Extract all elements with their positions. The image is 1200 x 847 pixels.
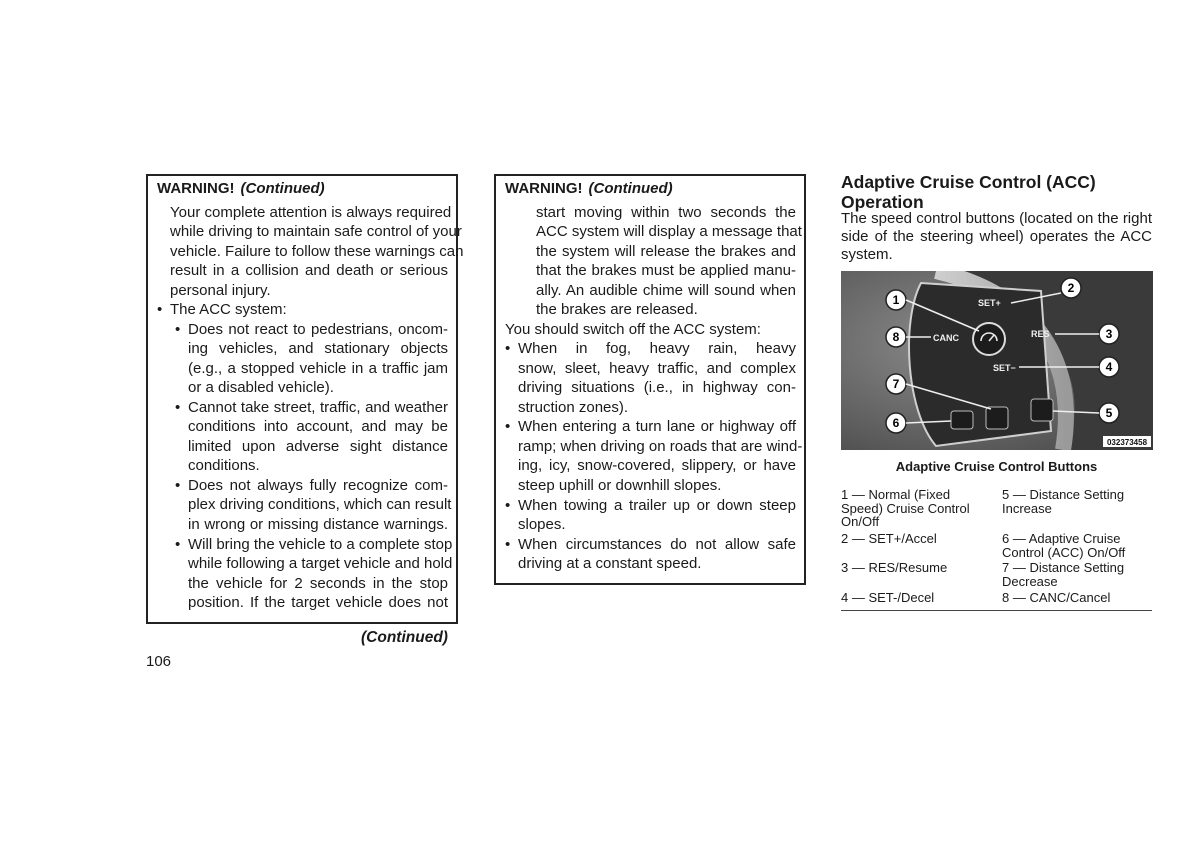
text-line: in wrong or missing distance warnings. bbox=[188, 516, 448, 533]
svg-text:2: 2 bbox=[1067, 281, 1075, 295]
text-line: driving at a constant speed. bbox=[518, 555, 702, 572]
text-line: limited upon adverse sight distance bbox=[188, 438, 448, 455]
figure-code: 032373458 bbox=[1106, 438, 1148, 447]
warning-label: WARNING! bbox=[157, 180, 235, 197]
text-line: or a disabled vehicle). bbox=[188, 379, 334, 396]
canc-label: CANC bbox=[933, 333, 959, 343]
text-line: ing vehicles, and stationary objects bbox=[188, 340, 448, 357]
continued-label: (Continued) bbox=[361, 629, 448, 646]
text-line: conditions. bbox=[188, 457, 260, 474]
legend-item-1: 1 — Normal (Fixed Speed) Cruise Control On/Off bbox=[841, 487, 970, 529]
text-line: the system will release the brakes and bbox=[536, 243, 796, 260]
text-line: start moving within two seconds the bbox=[536, 204, 796, 221]
text-line: struction zones). bbox=[518, 399, 629, 416]
legend-item-5: 5 — Distance Setting Increase bbox=[1002, 487, 1125, 516]
bullet-item: • Does not always fully recognize com- bbox=[188, 476, 448, 496]
svg-text:8: 8 bbox=[892, 330, 900, 344]
text-line: ramp; when driving on roads that are wind- bbox=[518, 438, 803, 455]
text-line: ing, icy, snow-covered, slippery, or have bbox=[518, 457, 796, 474]
text-line: that the brakes must be applied manu- bbox=[536, 262, 796, 279]
bullet-item: • When in fog, heavy rain, heavy bbox=[518, 339, 796, 359]
text-line: snow, sleet, heavy traffic, and complex bbox=[518, 360, 796, 377]
bullet-item: • Does not react to pedestrians, oncom- bbox=[188, 320, 448, 340]
legend-item-4: 4 — SET-/Decel bbox=[841, 590, 935, 605]
text-line: slopes. bbox=[518, 516, 566, 533]
res-label: RES bbox=[1031, 329, 1050, 339]
warning-continued: (Continued) bbox=[240, 180, 325, 197]
svg-text:7: 7 bbox=[892, 377, 900, 391]
legend-item-7: 7 — Distance Setting Decrease bbox=[1002, 560, 1125, 589]
section-title-line1: Adaptive Cruise Control (ACC) bbox=[841, 172, 1096, 192]
text-line: You should switch off the ACC system: bbox=[505, 321, 761, 338]
legend-item-6: 6 — Adaptive Cruise Control (ACC) On/Off bbox=[1002, 531, 1126, 560]
text-line: ACC system will display a message that bbox=[536, 223, 802, 240]
bullet-item: • Will bring the vehicle to a complete stop bbox=[188, 535, 448, 555]
legend-item-3: 3 — RES/Resume bbox=[841, 560, 948, 575]
text-line: while driving to maintain safe control of your bbox=[170, 223, 462, 240]
svg-text:6: 6 bbox=[892, 416, 900, 430]
svg-text:4: 4 bbox=[1105, 360, 1113, 374]
text-line: the vehicle for 2 seconds in the stop bbox=[188, 575, 448, 592]
warning-heading-right bbox=[505, 180, 673, 197]
warning-label: WARNING! bbox=[505, 180, 583, 197]
text-line: ally. An audible chime will sound when bbox=[536, 282, 796, 299]
bullet-item: • The ACC system: bbox=[170, 300, 287, 320]
text-line: vehicle. Failure to follow these warnings can bbox=[170, 243, 464, 260]
body-line: side of the steering wheel) operates the ACC bbox=[841, 228, 1152, 245]
text-line: steep uphill or downhill slopes. bbox=[518, 477, 722, 494]
text-line: personal injury. bbox=[170, 282, 271, 299]
svg-text:5: 5 bbox=[1105, 406, 1113, 420]
svg-text:3: 3 bbox=[1105, 327, 1113, 341]
section-title-line2: Operation bbox=[841, 192, 924, 212]
svg-text:1: 1 bbox=[892, 293, 900, 307]
text-line: (e.g., a stopped vehicle in a traffic jam bbox=[188, 360, 448, 377]
text-line: Your complete attention is always required bbox=[170, 204, 452, 221]
text-line: while following a target vehicle and hold bbox=[188, 555, 453, 572]
body-line: The speed control buttons (located on the right bbox=[841, 210, 1152, 227]
bullet-item: • When entering a turn lane or highway off bbox=[518, 417, 796, 437]
text-line: result in a collision and death or serious bbox=[170, 262, 448, 279]
bullet-item: • When circumstances do not allow safe bbox=[518, 535, 796, 555]
text-line: the brakes are released. bbox=[536, 301, 698, 318]
body-line: system. bbox=[841, 246, 893, 263]
figure-caption: Adaptive Cruise Control Buttons bbox=[895, 459, 1098, 474]
set-minus-label: SET− bbox=[993, 363, 1016, 373]
legend-item-2: 2 — SET+/Accel bbox=[841, 531, 937, 546]
steering-wheel-figure bbox=[841, 271, 1153, 450]
bullet-item: • When towing a trailer up or down steep bbox=[518, 496, 796, 516]
bullet-item: • Cannot take street, traffic, and weather bbox=[188, 398, 448, 418]
warning-continued: (Continued) bbox=[588, 180, 673, 197]
text-line: plex driving conditions, which can result bbox=[188, 496, 452, 513]
legend-bottom-rule bbox=[841, 610, 1152, 611]
text-line: conditions into account, and may be bbox=[188, 418, 448, 435]
set-plus-label: SET+ bbox=[978, 298, 1001, 308]
text-line: position. If the target vehicle does not bbox=[188, 594, 448, 611]
acc-center-button bbox=[973, 323, 1005, 355]
text-line: driving situations (i.e., in highway con- bbox=[518, 379, 796, 396]
warning-heading-left bbox=[157, 180, 325, 197]
page-number: 106 bbox=[146, 653, 172, 670]
legend-item-8: 8 — CANC/Cancel bbox=[1002, 590, 1111, 605]
